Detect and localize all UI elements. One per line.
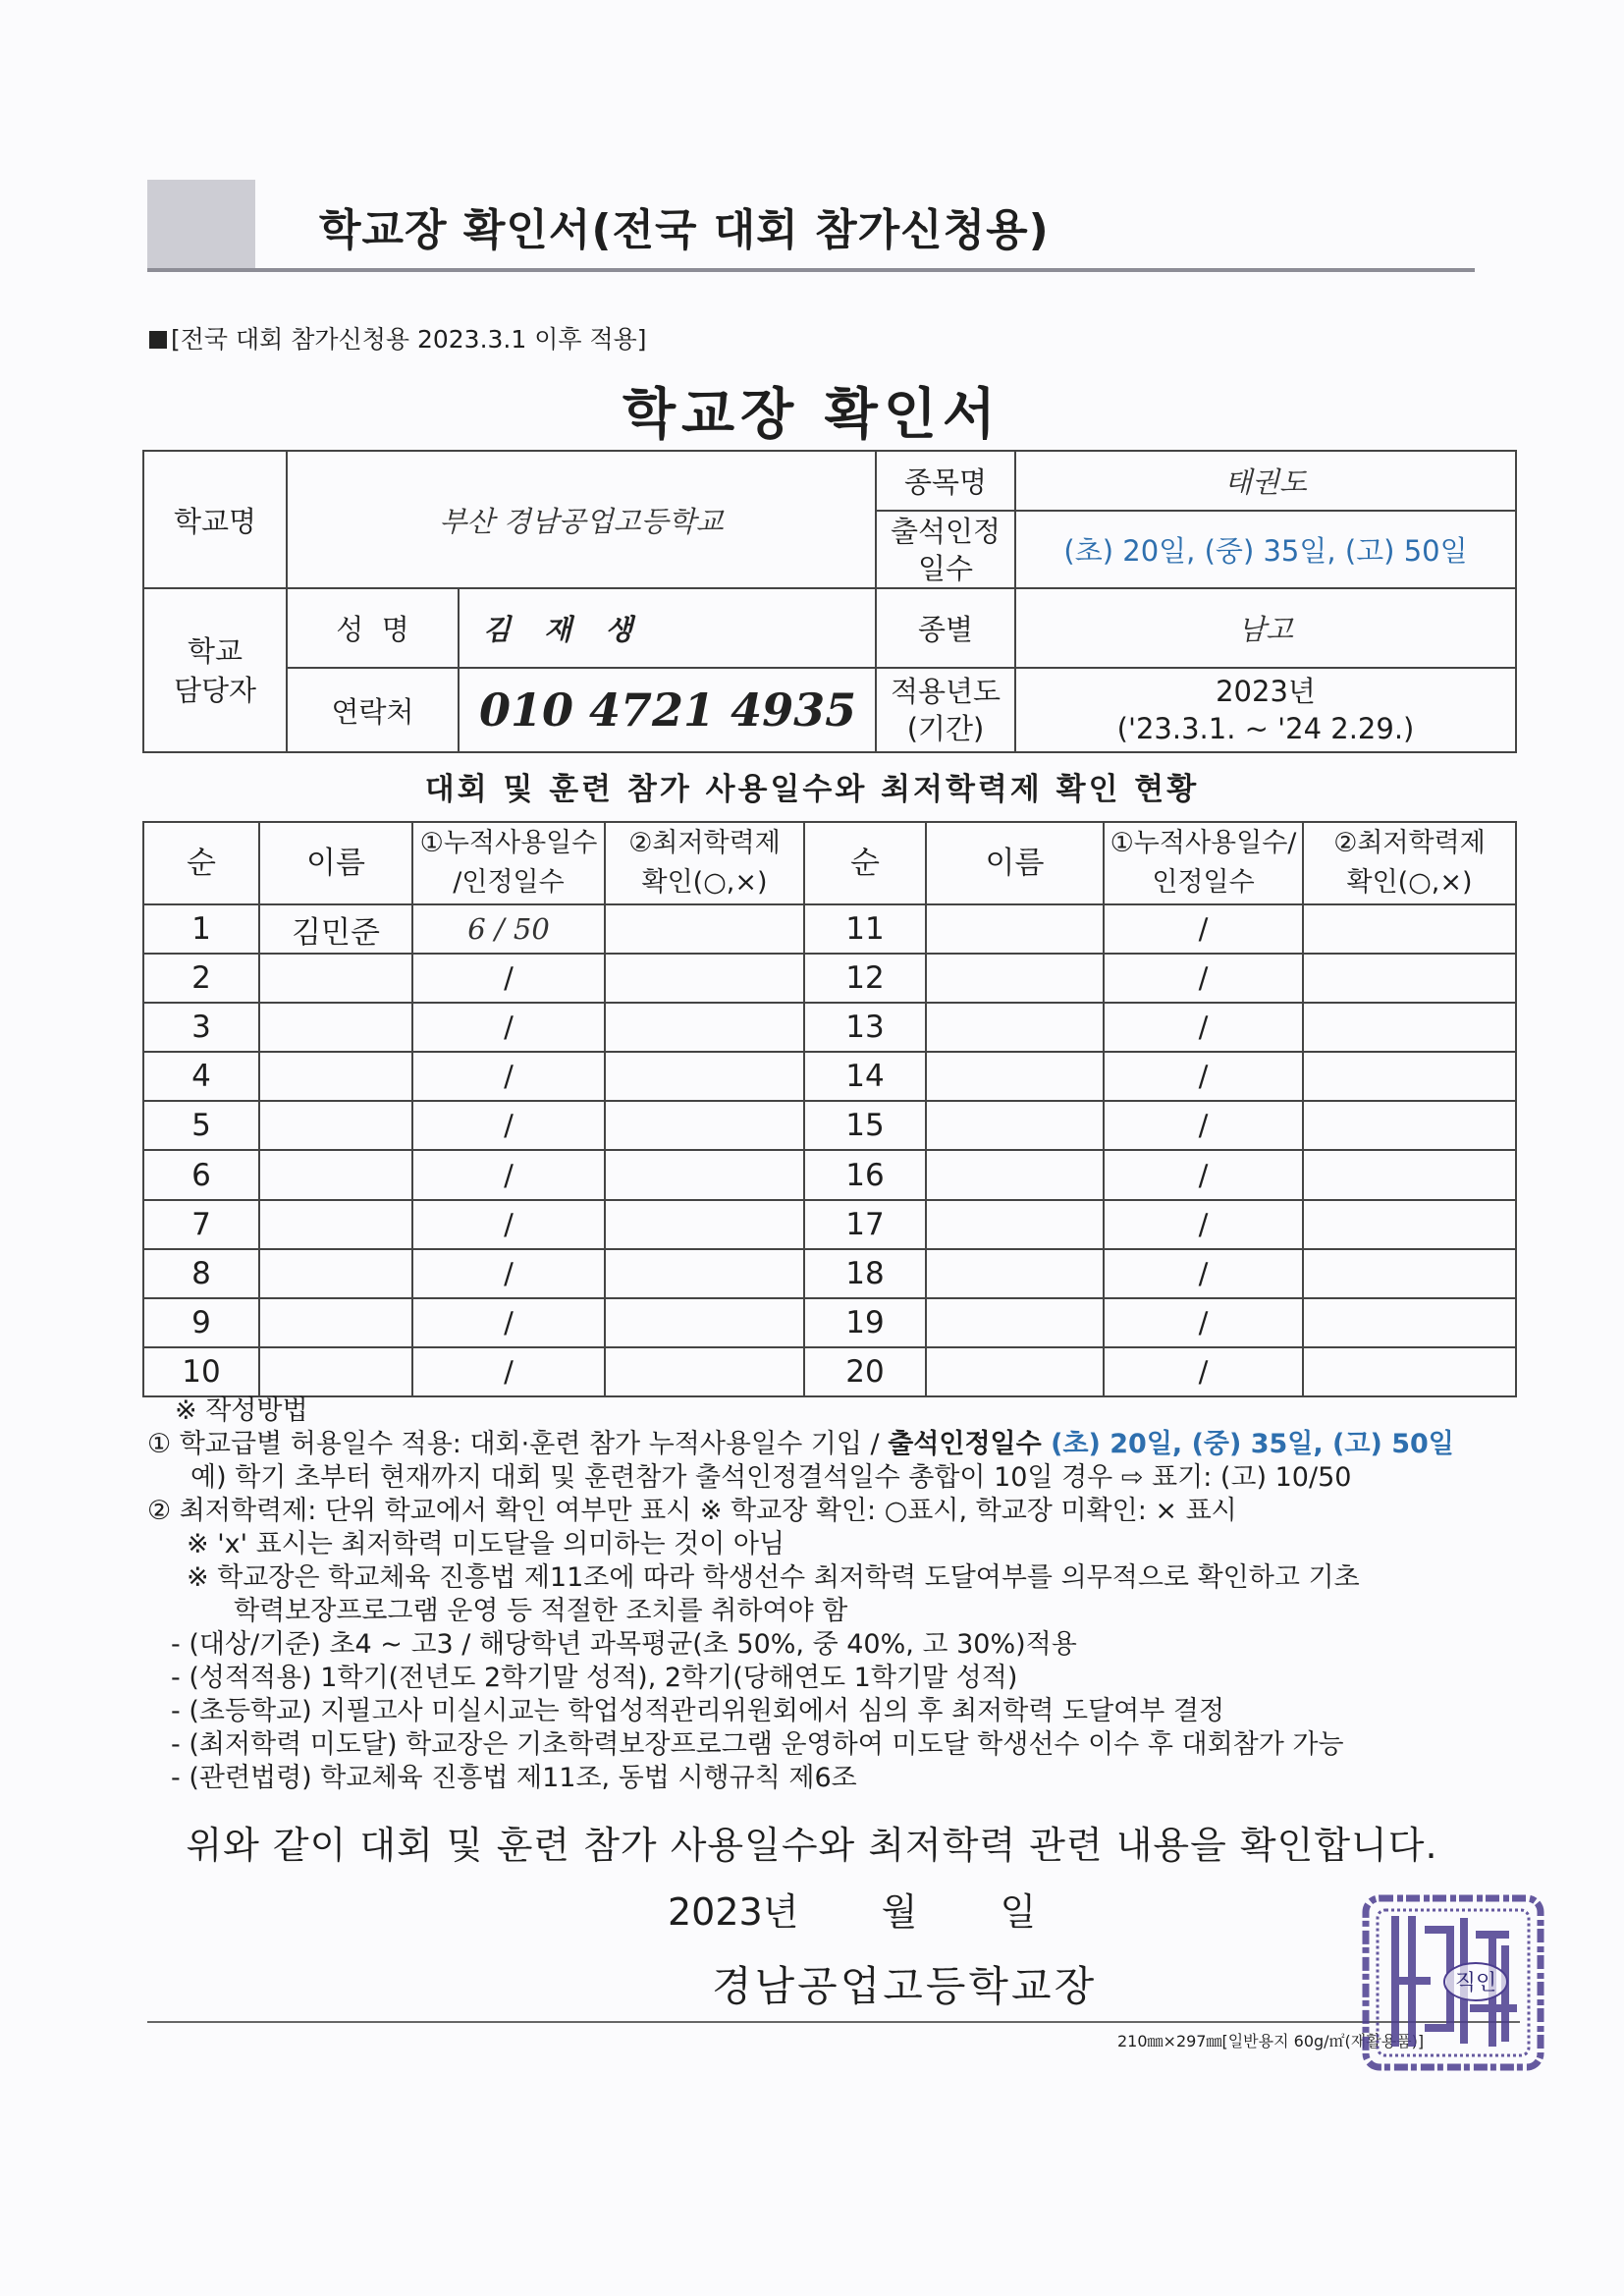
- school-value: 부산 경남공업고등학교: [287, 451, 876, 588]
- days-row: [143, 1298, 1516, 1347]
- attend-label: [876, 511, 1015, 588]
- note-2-sub2: ※ 학교장은 학교체육 진흥법 제11조에 따라 학생선수 최저학력 도달여부를 의무적으로 확인하고 기초: [187, 1562, 1360, 1593]
- row-name-right: [926, 1249, 1104, 1298]
- row-name-left: [259, 1298, 412, 1347]
- principal-name: 경남공업고등학교장: [712, 1962, 1098, 2010]
- event-label: 종목명: [876, 451, 1015, 511]
- days-row: [143, 1150, 1516, 1199]
- seal-text: 직인: [1454, 1971, 1497, 1995]
- row-cum-left: /: [412, 1249, 605, 1298]
- row-cum-right: /: [1104, 1200, 1303, 1249]
- detail-4: - (최저학력 미도달) 학교장은 기초학력보장프로그램 운영하여 미도달 학생선수 이수 후 대회참가 가능: [171, 1729, 1344, 1760]
- row-min-left: [605, 1298, 804, 1347]
- days-row: [143, 1347, 1516, 1396]
- header-name-right: 이름: [926, 822, 1104, 904]
- note-1-blue: (초) 20일, (중) 35일, (고) 50일: [1041, 1429, 1454, 1459]
- row-name-right: [926, 1347, 1104, 1396]
- name-value: 김 재 생: [459, 588, 876, 668]
- row-min-left: [605, 904, 804, 954]
- days-body: [143, 904, 1516, 1396]
- square-bullet-icon: [149, 331, 167, 349]
- row-no-left: 6: [143, 1150, 259, 1199]
- year-label-line2: (기간): [906, 712, 985, 745]
- header-min-right-2: 확인(○,×): [1346, 867, 1473, 898]
- date-month: 월: [881, 1890, 918, 1934]
- year-value-line2: ('23.3.1. ~ '24 2.29.): [1116, 712, 1415, 745]
- date-year: 2023년: [668, 1890, 799, 1934]
- year-label-line1: 적용년도: [890, 675, 1001, 708]
- header-name-left: 이름: [259, 822, 412, 904]
- date-line: [668, 1882, 1036, 1936]
- row-name-left: [259, 1347, 412, 1396]
- days-table: [142, 821, 1517, 1397]
- row-name-right: [926, 1200, 1104, 1249]
- row-no-right: 17: [804, 1200, 926, 1249]
- row-no-right: 13: [804, 1003, 926, 1052]
- official-seal-stamp: [1358, 1890, 1549, 2077]
- row-name-right: [926, 1003, 1104, 1052]
- row-no-right: 15: [804, 1101, 926, 1150]
- manager-label: [143, 588, 287, 752]
- section-title: 대회 및 훈련 참가 사용일수와 최저학력제 확인 현황: [424, 772, 1200, 807]
- attend-label-line1: 출석인정: [890, 514, 1001, 548]
- row-min-left: [605, 1052, 804, 1101]
- note-1-example: 예) 학기 초부터 현재까지 대회 및 훈련참가 출석인정결석일수 총합이 10일 경우 ⇨ 표기: (고) 10/50: [190, 1462, 1352, 1493]
- note-1-prefix: ① 학교급별 허용일수 적용: 대회·훈련 참가 누적사용일수 기입 /: [147, 1429, 889, 1459]
- notes-heading: ※ 작성방법: [175, 1395, 308, 1426]
- date-day: 일: [1000, 1890, 1037, 1934]
- detail-1: - (대상/기준) 초4 ~ 고3 / 해당학년 과목평균(초 50%, 중 40%, 고 30%)적용: [171, 1629, 1077, 1660]
- event-value: 태권도: [1015, 451, 1516, 511]
- row-name-right: [926, 954, 1104, 1003]
- header-title: 학교장 확인서(전국 대회 참가신청용): [319, 205, 1050, 255]
- row-cum-right: /: [1104, 1101, 1303, 1150]
- bottom-rule: [147, 2021, 1520, 2023]
- row-cum-left: /: [412, 1052, 605, 1101]
- row-min-left: [605, 1150, 804, 1199]
- row-name-left: 김민준: [259, 904, 412, 954]
- row-no-left: 7: [143, 1200, 259, 1249]
- header-cum-left: [412, 822, 605, 904]
- days-row: [143, 954, 1516, 1003]
- row-min-right: [1303, 954, 1516, 1003]
- type-value: 남고: [1015, 588, 1516, 668]
- row-no-left: 4: [143, 1052, 259, 1101]
- row-cum-right: /: [1104, 954, 1303, 1003]
- row-cum-left: /: [412, 954, 605, 1003]
- row-no-left: 1: [143, 904, 259, 954]
- row-name-left: [259, 1150, 412, 1199]
- row-min-left: [605, 1101, 804, 1150]
- note-2: ② 최저학력제: 단위 학교에서 확인 여부만 표시 ※ 학교장 확인: ○표시, 학교장 미확인: × 표시: [147, 1496, 1237, 1526]
- school-label: 학교명: [143, 451, 287, 588]
- days-header-row: [143, 822, 1516, 904]
- row-cum-right: /: [1104, 1249, 1303, 1298]
- row-name-left: [259, 1249, 412, 1298]
- row-name-left: [259, 1052, 412, 1101]
- detail-3: - (초등학교) 지필고사 미실시교는 학업성적관리위원회에서 심의 후 최저학력 도달여부 결정: [171, 1696, 1225, 1726]
- header-min-left: [605, 822, 804, 904]
- school-info-table: [142, 450, 1517, 753]
- note-2-sub1: ※ 'x' 표시는 최저학력 미도달을 의미하는 것이 아님: [187, 1529, 785, 1559]
- attend-label-line2: 일수: [918, 551, 974, 585]
- row-name-right: [926, 1298, 1104, 1347]
- row-name-right: [926, 904, 1104, 954]
- header-cum-right: [1104, 822, 1303, 904]
- row-no-right: 12: [804, 954, 926, 1003]
- header-cum-right-1: ①누적사용일수/: [1110, 828, 1297, 858]
- row-min-left: [605, 954, 804, 1003]
- year-value-line1: 2023년: [1216, 675, 1316, 708]
- header-cum-right-2: 인정일수: [1152, 867, 1255, 898]
- header-rule: [147, 268, 1475, 272]
- row-no-right: 16: [804, 1150, 926, 1199]
- notice-line: [149, 320, 647, 355]
- header-cum-left-1: ①누적사용일수: [419, 828, 598, 858]
- row-min-right: [1303, 1298, 1516, 1347]
- days-row: [143, 1249, 1516, 1298]
- row-min-right: [1303, 1003, 1516, 1052]
- header-min-left-2: 확인(○,×): [641, 867, 768, 898]
- row-min-left: [605, 1249, 804, 1298]
- row-cum-left: /: [412, 1298, 605, 1347]
- row-cum-right: /: [1104, 1347, 1303, 1396]
- note-2-sub2b: 학력보장프로그램 운영 등 적절한 조치를 취하여야 함: [234, 1596, 848, 1626]
- row-name-left: [259, 1003, 412, 1052]
- days-row: [143, 1101, 1516, 1150]
- row-cum-left: /: [412, 1101, 605, 1150]
- row-min-left: [605, 1347, 804, 1396]
- header-min-left-1: ②최저학력제: [628, 828, 781, 858]
- row-no-right: 18: [804, 1249, 926, 1298]
- row-no-left: 3: [143, 1003, 259, 1052]
- row-min-right: [1303, 1052, 1516, 1101]
- header-no-right: 순: [804, 822, 926, 904]
- row-cum-left: /: [412, 1003, 605, 1052]
- row-no-right: 20: [804, 1347, 926, 1396]
- row-no-right: 14: [804, 1052, 926, 1101]
- row-cum-right: /: [1104, 1150, 1303, 1199]
- row-no-right: 19: [804, 1298, 926, 1347]
- row-name-right: [926, 1101, 1104, 1150]
- note-1-bold: 출석인정일수: [888, 1429, 1042, 1459]
- type-label: 종별: [876, 588, 1015, 668]
- document-title: 학교장 확인서: [622, 383, 1002, 447]
- row-no-left: 9: [143, 1298, 259, 1347]
- row-cum-right: /: [1104, 1298, 1303, 1347]
- row-min-left: [605, 1200, 804, 1249]
- row-cum-left: /: [412, 1150, 605, 1199]
- year-value: [1015, 668, 1516, 752]
- row-cum-right: /: [1104, 904, 1303, 954]
- row-min-right: [1303, 1150, 1516, 1199]
- days-row: [143, 1003, 1516, 1052]
- row-no-right: 11: [804, 904, 926, 954]
- notes-section: [147, 1394, 1517, 1795]
- row-cum-left: /: [412, 1200, 605, 1249]
- header-gray-block: [147, 180, 255, 268]
- header-cum-left-2: /인정일수: [453, 867, 565, 898]
- row-min-right: [1303, 1200, 1516, 1249]
- days-row: [143, 1200, 1516, 1249]
- row-min-right: [1303, 1101, 1516, 1150]
- row-name-right: [926, 1150, 1104, 1199]
- row-cum-left: /: [412, 1347, 605, 1396]
- row-cum-right: /: [1104, 1052, 1303, 1101]
- row-min-right: [1303, 904, 1516, 954]
- row-min-right: [1303, 1249, 1516, 1298]
- contact-value: 010 4721 4935: [459, 668, 876, 752]
- attend-value: (초) 20일, (중) 35일, (고) 50일: [1015, 511, 1516, 588]
- header-no-left: 순: [143, 822, 259, 904]
- days-row: [143, 904, 1516, 954]
- confirm-statement: 위와 같이 대회 및 훈련 참가 사용일수와 최저학력 관련 내용을 확인합니다.: [186, 1824, 1438, 1867]
- row-name-right: [926, 1052, 1104, 1101]
- row-cum-left: 6 / 50: [412, 904, 605, 954]
- row-name-left: [259, 1200, 412, 1249]
- row-name-left: [259, 954, 412, 1003]
- header-min-right-1: ②최저학력제: [1333, 828, 1486, 858]
- detail-5: - (관련법령) 학교체육 진흥법 제11조, 동법 시행규칙 제6조: [171, 1763, 857, 1793]
- row-no-left: 5: [143, 1101, 259, 1150]
- manager-label-line1: 학교: [187, 633, 244, 668]
- header-min-right: [1303, 822, 1516, 904]
- row-min-right: [1303, 1347, 1516, 1396]
- row-min-left: [605, 1003, 804, 1052]
- manager-label-line2: 담당자: [173, 673, 257, 707]
- row-cum-right: /: [1104, 1003, 1303, 1052]
- days-row: [143, 1052, 1516, 1101]
- row-no-left: 10: [143, 1347, 259, 1396]
- year-label: [876, 668, 1015, 752]
- detail-2: - (성적적용) 1학기(전년도 2학기말 성적), 2학기(당해연도 1학기말 성적): [171, 1663, 1018, 1693]
- row-name-left: [259, 1101, 412, 1150]
- note-1: [147, 1428, 1517, 1461]
- notice-text: [전국 대회 참가신청용 2023.3.1 이후 적용]: [171, 325, 647, 354]
- row-no-left: 8: [143, 1249, 259, 1298]
- contact-label: 연락처: [287, 668, 459, 752]
- row-no-left: 2: [143, 954, 259, 1003]
- name-label: 성 명: [287, 588, 459, 668]
- paper-spec: 210㎜×297㎜[일반용지 60g/㎡(재활용품)]: [1117, 2032, 1425, 2050]
